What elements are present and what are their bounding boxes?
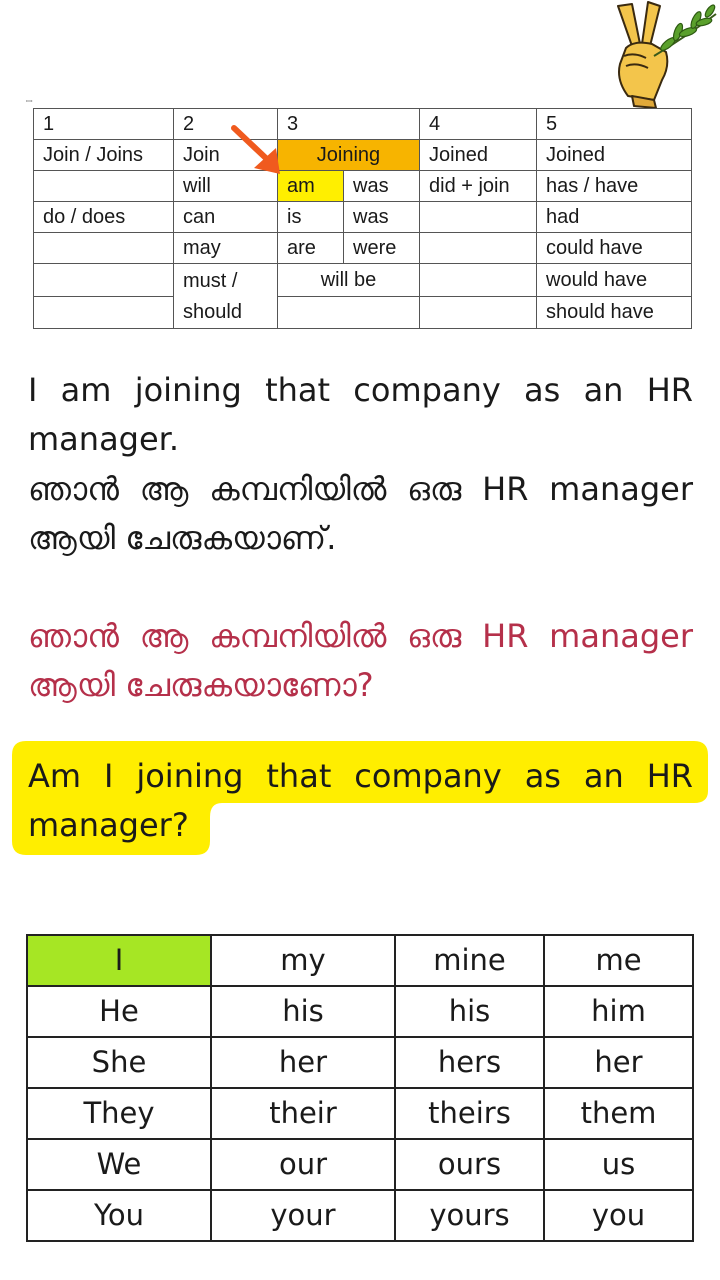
tense-row: [34, 264, 692, 297]
pronoun-cell: theirs: [395, 1088, 544, 1139]
pronoun-cell: me: [544, 935, 693, 986]
corner-mark: ꟷ: [26, 97, 33, 106]
pronoun-cell: them: [544, 1088, 693, 1139]
tense-cell: [420, 264, 537, 297]
tense-cell: [420, 202, 537, 233]
tense-cell-am-highlight: am: [278, 171, 344, 202]
tense-cell: had: [537, 202, 692, 233]
tense-cell: could have: [537, 233, 692, 264]
tense-cell: will be: [278, 264, 420, 297]
pronoun-cell: my: [211, 935, 395, 986]
pronoun-row: [27, 1037, 693, 1088]
pronoun-table: [26, 934, 694, 1242]
pronoun-cell: hers: [395, 1037, 544, 1088]
pronoun-row: [27, 935, 693, 986]
tense-cell: were: [344, 233, 420, 264]
pronoun-cell: our: [211, 1139, 395, 1190]
pronoun-cell: his: [211, 986, 395, 1037]
tense-row: [34, 233, 692, 264]
tense-cell: [278, 296, 420, 329]
pronoun-cell: their: [211, 1088, 395, 1139]
pronoun-cell: him: [544, 986, 693, 1037]
tense-cell: will: [174, 171, 278, 202]
pronoun-row: [27, 1190, 693, 1241]
tense-cell: 1: [34, 109, 174, 140]
tense-cell: Join: [174, 140, 278, 171]
tense-cell: are: [278, 233, 344, 264]
orange-arrow-icon: [226, 122, 288, 180]
tense-cell: 3: [278, 109, 420, 140]
tense-cell: Join / Joins: [34, 140, 174, 171]
pronoun-cell: mine: [395, 935, 544, 986]
tense-cell: Joined: [420, 140, 537, 171]
tense-cell: was: [344, 202, 420, 233]
pronoun-cell: her: [544, 1037, 693, 1088]
tense-cell: is: [278, 202, 344, 233]
pronoun-row: [27, 986, 693, 1037]
tense-cell: would have: [537, 264, 692, 297]
malayalam-sentence: ഞാൻ ആ കമ്പനിയിൽ ഒരു HR manager ആയി ചേരുകയാണ്.: [28, 470, 693, 557]
malayalam-question: ഞാൻ ആ കമ്പനിയിൽ ഒരു HR manager ആയി ചേരുകയാണോ?: [28, 617, 693, 704]
pronoun-cell-highlight: I: [27, 935, 211, 986]
tense-row: [34, 171, 692, 202]
tense-cell: [420, 296, 537, 329]
tense-cell: 5: [537, 109, 692, 140]
tense-cell: 4: [420, 109, 537, 140]
tense-cell: [34, 171, 174, 202]
verb-tense-table: [33, 108, 692, 329]
pronoun-cell: us: [544, 1139, 693, 1190]
pronoun-cell: You: [27, 1190, 211, 1241]
tense-cell: was: [344, 171, 420, 202]
pronoun-cell: yours: [395, 1190, 544, 1241]
pronoun-cell: you: [544, 1190, 693, 1241]
tense-cell: must / should: [174, 264, 278, 329]
pronoun-cell: She: [27, 1037, 211, 1088]
tense-cell-joining-highlight: Joining: [278, 140, 420, 171]
pronoun-row: [27, 1139, 693, 1190]
tense-row: [34, 140, 692, 171]
english-question: Am I joining that company as an HR manager?: [28, 757, 693, 844]
pronoun-cell: We: [27, 1139, 211, 1190]
tense-row: [34, 202, 692, 233]
pronoun-cell: her: [211, 1037, 395, 1088]
tense-row: [34, 296, 692, 329]
tense-cell: can: [174, 202, 278, 233]
tense-header-row: [34, 109, 692, 140]
victory-hand-olive-branch-icon: [604, 0, 720, 108]
pronoun-cell: ours: [395, 1139, 544, 1190]
tense-cell: Joined: [537, 140, 692, 171]
tense-cell: [34, 264, 174, 297]
tense-cell: did + join: [420, 171, 537, 202]
tense-cell: [34, 296, 174, 329]
tense-cell: may: [174, 233, 278, 264]
tense-cell: [34, 233, 174, 264]
tense-cell: [420, 233, 537, 264]
pronoun-cell: They: [27, 1088, 211, 1139]
pronoun-row: [27, 1088, 693, 1139]
tense-cell: should have: [537, 296, 692, 329]
tense-cell: do / does: [34, 202, 174, 233]
english-sentence: I am joining that company as an HR manager.: [28, 371, 693, 458]
pronoun-cell: his: [395, 986, 544, 1037]
pronoun-cell: your: [211, 1190, 395, 1241]
tense-cell: 2: [174, 109, 278, 140]
pronoun-cell: He: [27, 986, 211, 1037]
tense-cell: has / have: [537, 171, 692, 202]
